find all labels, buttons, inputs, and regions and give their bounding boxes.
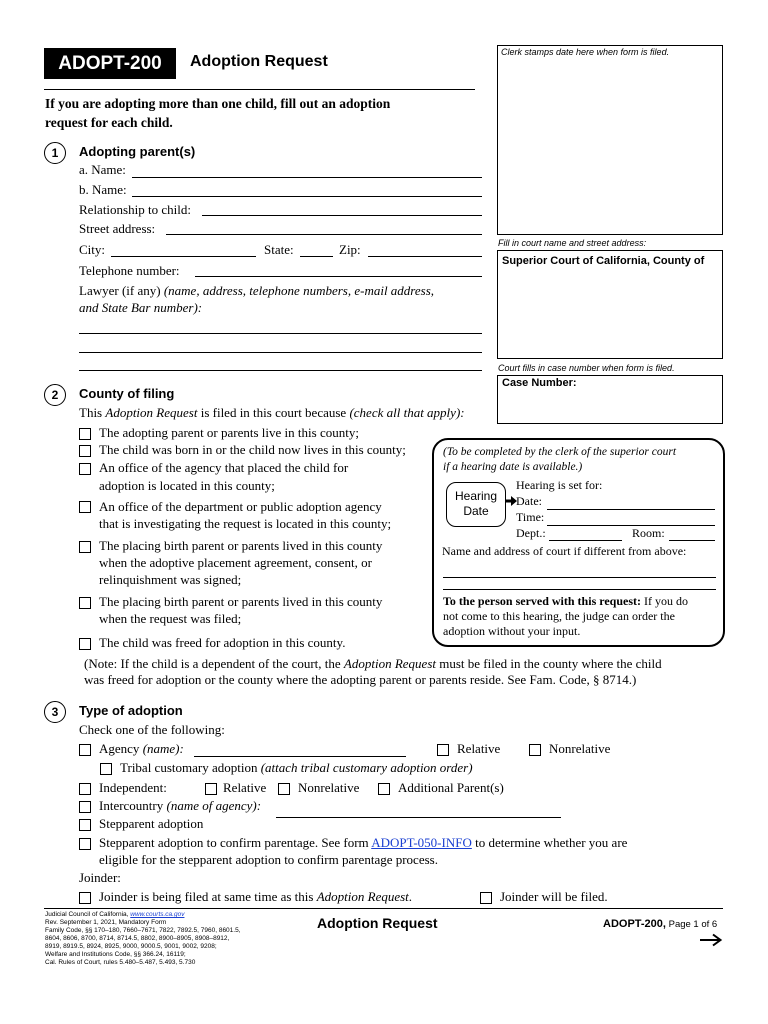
county-opt1-label: The adopting parent or parents live in this county; (99, 425, 359, 440)
note-post: must be filed in the county where the child (436, 656, 662, 671)
county-opt6-checkbox[interactable] (79, 597, 91, 609)
independent-relative-checkbox[interactable] (205, 783, 217, 795)
agency-checkbox[interactable] (79, 744, 91, 756)
section-2-title: County of filing (79, 386, 175, 401)
street-label: Street address: (79, 221, 156, 236)
hearing-court-address-field-1[interactable] (443, 577, 716, 578)
served-2: not come to this hearing, the judge can order the (443, 609, 675, 623)
joinder-same-post: . (408, 889, 413, 904)
agency-note: (name): (142, 741, 184, 756)
additional-parents-label: Additional Parent(s) (398, 780, 504, 795)
hearing-badge-line-1: Hearing (454, 489, 498, 503)
agency-name-field[interactable] (194, 756, 406, 757)
joinder-will-be-filed-checkbox[interactable] (480, 892, 492, 904)
independent-nonrelative-label: Nonrelative (298, 780, 360, 795)
county-opt3-checkbox[interactable] (79, 463, 91, 475)
section-3-title: Type of adoption (79, 703, 183, 718)
hearing-note-1: (To be completed by the clerk of the superior court (443, 446, 677, 458)
stepparent-confirm-checkbox[interactable] (79, 838, 91, 850)
footer-publisher: Judicial Council of California, (45, 911, 131, 918)
stepparent-checkbox[interactable] (79, 819, 91, 831)
hearing-time-field[interactable] (547, 525, 715, 526)
next-page-arrow-icon[interactable] (699, 933, 723, 947)
county-opt7-checkbox[interactable] (79, 638, 91, 650)
intro-note: (check all that apply): (349, 405, 465, 420)
county-opt6-label-2: when the request was filed; (99, 611, 242, 626)
tribal-text: Tribal customary adoption (120, 760, 258, 775)
telephone-field[interactable] (195, 276, 482, 277)
check-one-label: Check one of the following: (79, 722, 225, 737)
state-label: State: (264, 242, 294, 257)
intercountry-checkbox[interactable] (79, 801, 91, 813)
agency-nonrelative-label: Nonrelative (549, 741, 611, 756)
intro-line-1: If you are adopting more than one child, fill out an adoption (45, 96, 391, 111)
footer-page-number: Page 1 of 6 (665, 919, 718, 930)
footer-line-2: Rev. September 1, 2021, Mandatory Form (45, 919, 167, 926)
telephone-label: Telephone number: (79, 263, 180, 278)
stepparent-confirm-label (99, 835, 627, 851)
independent-relative-label: Relative (223, 780, 267, 795)
note-doc-name: Adoption Request (343, 656, 436, 671)
agency-relative-checkbox[interactable] (437, 744, 449, 756)
street-field[interactable] (166, 234, 482, 235)
county-note-line-1 (84, 656, 662, 672)
county-opt5-label-2: when the adoptive placement agreement, consent, or (99, 555, 372, 570)
tribal-note: (attach tribal customary adoption order) (260, 760, 473, 775)
relationship-label: Relationship to child: (79, 202, 191, 217)
intro-line-2: request for each child. (45, 115, 173, 130)
note-pre: (Note: If the child is a dependent of the court, the (84, 656, 344, 671)
footer-citations (45, 911, 285, 967)
section-1-title: Adopting parent(s) (79, 144, 196, 159)
footer-page-info (603, 918, 717, 930)
agency-label (99, 741, 184, 757)
lawyer-field-2[interactable] (79, 352, 482, 353)
hearing-note-2: if a hearing date is available.) (443, 461, 583, 473)
adopt-050-info-link[interactable]: ADOPT-050-INFO (371, 835, 472, 850)
county-opt5-checkbox[interactable] (79, 541, 91, 553)
hearing-court-address-field-2[interactable] (443, 589, 716, 590)
intercountry-label (99, 798, 261, 814)
county-opt7-label: The child was freed for adoption in this county. (99, 635, 346, 650)
intro-doc-name: Adoption Request (105, 405, 198, 420)
intro-mid: is filed in this court because (197, 405, 350, 420)
court-name-label: Superior Court of California, County of (502, 255, 705, 267)
hearing-date-label: Date: (516, 494, 542, 508)
footer-form-id: ADOPT-200, (603, 918, 666, 930)
city-label: City: (79, 242, 106, 257)
county-opt6-label-1: The placing birth parent or parents lived in this county (99, 594, 383, 609)
step-confirm-pre: Stepparent adoption to confirm parentage. See form (99, 835, 372, 850)
agency-text: Agency (99, 741, 140, 756)
footer-line-5: 8919, 8919.5, 8924, 8925, 9000, 9000.5, 9001, 9002, 9208; (45, 943, 217, 950)
case-number-box[interactable] (497, 375, 723, 424)
lawyer-label-text: Lawyer (if any) (79, 283, 161, 298)
hearing-dept-field[interactable] (549, 540, 622, 541)
county-opt5-label-1: The placing birth parent or parents lived in this county (99, 538, 383, 553)
court-name-caption: Fill in court name and street address: (498, 238, 647, 248)
independent-nonrelative-checkbox[interactable] (278, 783, 290, 795)
agency-relative-label: Relative (457, 741, 501, 756)
served-3: adoption without your input. (443, 624, 581, 638)
additional-parents-checkbox[interactable] (378, 783, 390, 795)
form-title: Adoption Request (190, 53, 328, 70)
form-id-badge: ADOPT-200 (44, 48, 176, 79)
county-opt2-checkbox[interactable] (79, 445, 91, 457)
lawyer-note-1: (name, address, telephone numbers, e-mail address, (163, 283, 435, 298)
clerk-stamp-box[interactable] (497, 45, 723, 235)
intercountry-agency-field[interactable] (276, 817, 561, 818)
hearing-court-address-label: Name and address of court if different from above: (442, 544, 687, 558)
section-2-intro (79, 405, 465, 421)
county-note-line-2: was freed for adoption or the county where the adopting parent or parents reside. See Fam. Code, § 8714.) (84, 672, 637, 687)
section-2-number: 2 (44, 384, 66, 406)
court-name-box[interactable] (497, 250, 723, 359)
name-a-label: a. Name: (79, 162, 126, 177)
county-opt3-label-2: adoption is located in this county; (99, 478, 275, 493)
city-field[interactable] (111, 256, 256, 257)
lawyer-note-2: and State Bar number): (79, 300, 203, 315)
independent-checkbox[interactable] (79, 783, 91, 795)
independent-label: Independent: (99, 780, 167, 795)
joinder-same-time-label (99, 889, 412, 905)
hearing-badge-line-2: Date (463, 504, 489, 518)
name-b-label: b. Name: (79, 182, 127, 197)
county-opt3-label-1: An office of the agency that placed the child for (99, 460, 349, 475)
hearing-date-badge (446, 482, 506, 527)
header-rule (44, 89, 475, 90)
hearing-time-label: Time: (516, 510, 545, 524)
hearing-room-field[interactable] (669, 540, 715, 541)
step-confirm-post: to determine whether you are (471, 835, 628, 850)
tribal-label (120, 760, 473, 776)
county-opt4-label-1: An office of the department or public adoption agency (99, 499, 382, 514)
zip-label: Zip: (339, 242, 361, 257)
hearing-date-field[interactable] (547, 509, 715, 510)
hearing-room-label: Room: (632, 526, 665, 540)
stepparent-label: Stepparent adoption (99, 816, 204, 831)
county-opt2-label: The child was born in or the child now lives in this county; (99, 442, 406, 457)
stepparent-confirm-line-2: eligible for the stepparent adoption to confirm parentage process. (99, 852, 438, 867)
footer-line-4: 8604, 8606, 8700, 8714, 8714.5, 8802, 8900–8905, 8908–8912, (45, 935, 230, 942)
intercountry-text: Intercountry (99, 798, 164, 813)
county-opt1-checkbox[interactable] (79, 428, 91, 440)
served-1: If you do (641, 594, 689, 608)
intercountry-note: (name of agency): (166, 798, 262, 813)
name-a-field[interactable] (132, 177, 482, 178)
case-number-caption: Court fills in case number when form is filed. (498, 363, 675, 373)
county-opt4-checkbox[interactable] (79, 501, 91, 513)
clerk-stamp-label: Clerk stamps date here when form is filed. (501, 47, 670, 57)
hearing-date-box (432, 438, 725, 647)
lawyer-field-3[interactable] (79, 370, 482, 371)
hearing-served-notice (443, 594, 688, 639)
tribal-checkbox[interactable] (100, 763, 112, 775)
footer-line-7: Cal. Rules of Court, rules 5.480–5.487, 5.493, 5.730 (45, 959, 196, 966)
footer-rule (44, 908, 723, 909)
served-bold: To the person served with this request: (443, 594, 642, 608)
section-1-number: 1 (44, 142, 66, 164)
relationship-field[interactable] (202, 215, 482, 216)
intro-pre: This (79, 405, 106, 420)
hearing-dept-label: Dept.: (516, 526, 546, 540)
footer-line-3: Family Code, §§ 170–180, 7660–7671, 7822, 7892.5, 7960, 8601.5, (45, 927, 241, 934)
case-number-label: Case Number: (502, 377, 577, 389)
county-opt5-label-3: relinquishment was signed; (99, 572, 242, 587)
courts-website-link[interactable]: www.courts.ca.gov (130, 911, 185, 918)
joinder-label: Joinder: (79, 870, 121, 885)
joinder-will-be-filed-label: Joinder will be filed. (500, 889, 608, 904)
lawyer-field-1[interactable] (79, 333, 482, 334)
joinder-doc-name: Adoption Request (316, 889, 409, 904)
lawyer-label (79, 283, 434, 299)
section-3-number: 3 (44, 701, 66, 723)
hearing-set-for: Hearing is set for: (516, 478, 603, 492)
agency-nonrelative-checkbox[interactable] (529, 744, 541, 756)
footer-line-6: Welfare and Institutions Code, §§ 366.24, 16119; (45, 951, 186, 958)
state-field[interactable] (300, 256, 333, 257)
footer-line-1 (45, 911, 285, 919)
joinder-same-pre: Joinder is being filed at same time as this (99, 889, 317, 904)
zip-field[interactable] (368, 256, 482, 257)
footer-title: Adoption Request (317, 915, 438, 931)
name-b-field[interactable] (132, 196, 482, 197)
joinder-same-time-checkbox[interactable] (79, 892, 91, 904)
county-opt4-label-2: that is investigating the request is located in this county; (99, 516, 392, 531)
